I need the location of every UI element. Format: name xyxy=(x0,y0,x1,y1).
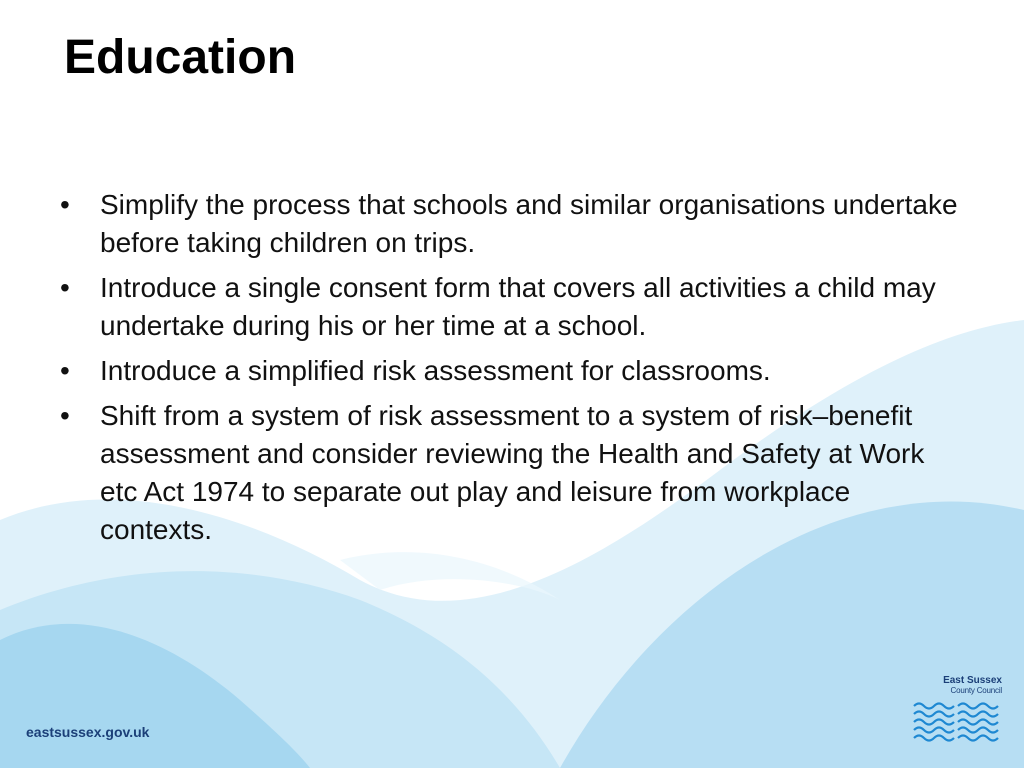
bullet-text: Simplify the process that schools and similar organisations undertake before taking children on trips. xyxy=(100,189,958,258)
bullet-icon: • xyxy=(60,355,70,386)
footer-url[interactable]: eastsussex.gov.uk xyxy=(26,724,150,740)
logo-line-1: East Sussex xyxy=(943,675,1002,686)
bullet-icon: • xyxy=(60,189,70,220)
bullet-list xyxy=(58,186,968,556)
bullet-icon: • xyxy=(60,272,70,303)
bullet-text: Introduce a single consent form that covers all activities a child may undertake during his or her time at a school. xyxy=(100,272,936,341)
logo-text xyxy=(910,676,1002,696)
waves-icon xyxy=(912,700,1000,742)
bullet-text: Introduce a simplified risk assessment for classrooms. xyxy=(100,355,771,386)
bullet-item xyxy=(58,397,968,549)
bullet-item xyxy=(58,352,968,390)
slide-title: Education xyxy=(64,31,297,84)
logo-line-2: County Council xyxy=(950,686,1002,695)
bullet-text: Shift from a system of risk assessment to a system of risk–benefit assessment and consider reviewing the Health and Safety at Work etc Act 1974 to separate out play and leisure from workplace contexts. xyxy=(100,400,925,545)
bullet-item xyxy=(58,186,968,262)
bullet-item xyxy=(58,269,968,345)
east-sussex-logo xyxy=(910,676,1002,746)
bullet-icon: • xyxy=(60,400,70,431)
